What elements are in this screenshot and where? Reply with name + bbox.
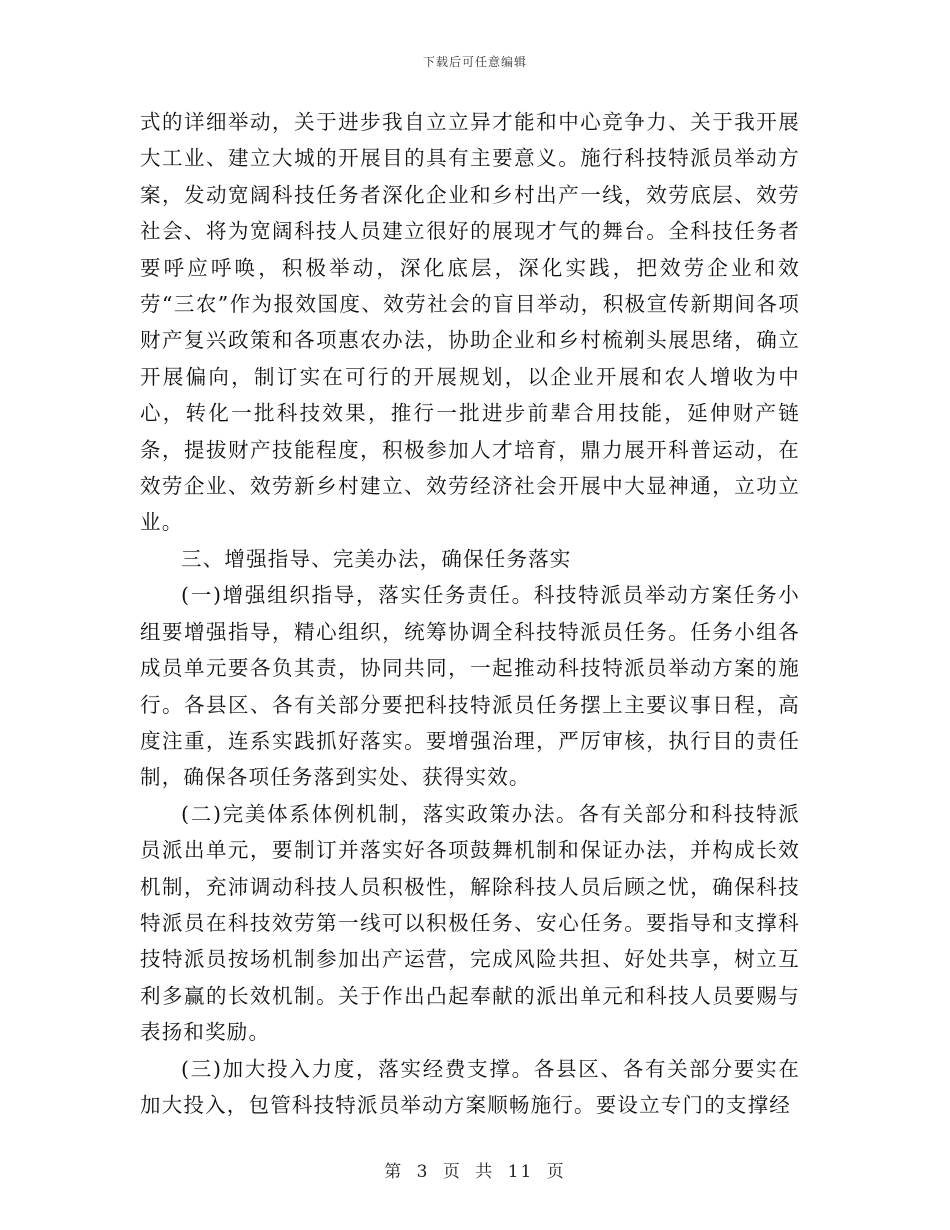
- paragraph-continued: 式的详细举动，关于进步我自立立异才能和中心竞争力、关于我开展大工业、建立大城的开展目的具有主要意义。施行科技特派员举动方案，发动宽阔科技任务者深化企业和乡村出产一线，效劳底层、效劳社会、将为宽阔科技人员建立很好的展现才气的舞台。全科技任务者要呼应呼唤，积极举动，深化底层，深化实践，把效劳企业和效劳“三农”作为报效国度、效劳社会的盲目举动，积极宣传新期间各项财产复兴政策和各项惠农办法，协助企业和乡村梳剃头展思绪，确立开展偏向，制订实在可行的开展规划，以企业开展和农人增收为中心，转化一批科技效果，推行一批进步前辈合用技能，延伸财产链条，提拔财产技能程度，积极参加人才培育，鼎力展开科普运动，在效劳企业、效劳新乡村建立、效劳经济社会开展中大显神通，立功立业。: [140, 110, 800, 535]
- section-heading-3: 三、增强指导、完美办法，确保任务落实: [181, 546, 572, 571]
- header-note: 下载后可任意编辑: [422, 55, 527, 69]
- document-body: [140, 104, 800, 1123]
- page-number: 第 3 页 共 11 页: [384, 1162, 566, 1182]
- paragraph-item-1: (一)增强组织指导，落实任务责任。科技特派员举动方案任务小组要增强指导，精心组织，统筹协调全科技特派员任务。任务小组各成员单元要各负其责，协同共同，一起推动科技特派员举动方案的施行。各县区、各有关部分要把科技特派员任务摆上主要议事日程，高度注重，连系实践抓好落实。要增强治理，严厉审核，执行目的责任制，确保各项任务落到实处、获得实效。: [140, 583, 800, 790]
- paragraph-item-3: (三)加大投入力度，落实经费支撑。各县区、各有关部分要实在加大投入，包管科技特派员举动方案顺畅施行。要设立专门的支撑经: [140, 1056, 800, 1117]
- paragraph-item-2: (二)完美体系体例机制，落实政策办法。各有关部分和科技特派员派出单元，要制订并落实好各项鼓舞机制和保证办法，并构成长效机制，充沛调动科技人员积极性，解除科技人员后顾之忧，确保科技特派员在科技效劳第一线可以积极任务、安心任务。要指导和支撑科技特派员按场机制参加出产运营，完成风险共担、好处共享，树立互利多赢的长效机制。关于作出凸起奉献的派出单元和科技人员要赐与表扬和奖励。: [140, 801, 800, 1045]
